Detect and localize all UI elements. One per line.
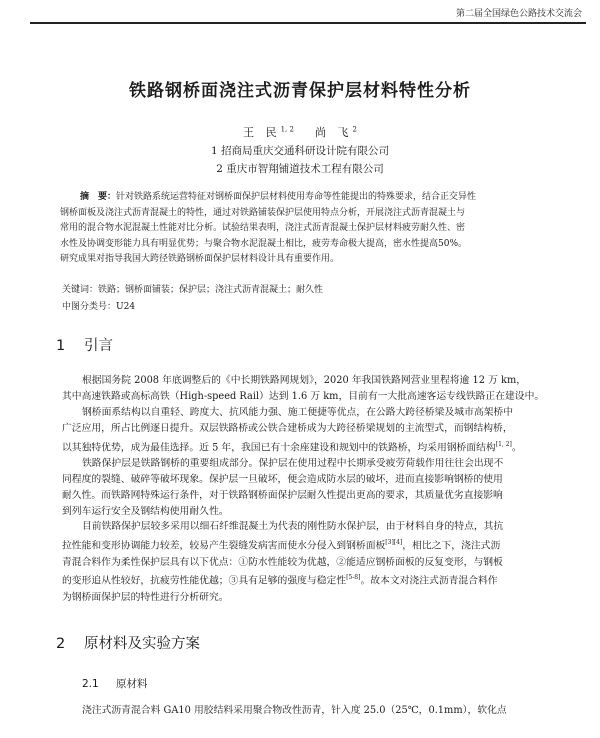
paragraph bbox=[62, 519, 546, 605]
section-heading bbox=[56, 334, 113, 355]
section-title: 引言 bbox=[84, 338, 113, 354]
text-line bbox=[62, 437, 546, 456]
running-head: 第二届全国绿色公路技术交流会 bbox=[455, 9, 582, 19]
abstract-line: 常用的混合物水泥混凝土性能对比分析。试验结果表明，浇注式沥青混凝土保护层材料疲劳耐久性、密 bbox=[60, 223, 466, 234]
text-line: 目前铁路保护层较多采用以细石纤维混凝土为代表的刚性防水保护层，由于材料自身的特点，其抗 bbox=[82, 521, 504, 533]
classification-number bbox=[62, 299, 135, 312]
affiliation: 1 招商局重庆交通科研设计院有限公司 bbox=[210, 145, 390, 157]
section-number: 1 bbox=[56, 338, 66, 354]
citation: [3][4] bbox=[385, 539, 403, 547]
text-line: 浇注式沥青混合料 GA10 用胶结料采用聚合物改性沥青，针入度 25.0（25℃，0.1mm），软化点 bbox=[82, 705, 507, 716]
author-name: 王 民 bbox=[243, 126, 281, 139]
text-line: 同程度的裂缝、破碎等破坏现象。保护层一旦破坏，便会造成防水层的破坏，进而直接影响钢桥的使用 bbox=[62, 473, 503, 485]
citation: [1, 2] bbox=[495, 440, 512, 448]
subsection-title: 原材料 bbox=[116, 678, 148, 690]
text-segment: 。 bbox=[511, 441, 522, 453]
author-affiliation-mark: 1, 2 bbox=[280, 125, 294, 134]
text-segment: 的变形追从性较好，抗疲劳性能优越；③具有足够的强度与稳定性 bbox=[62, 575, 347, 587]
body-text bbox=[62, 373, 546, 605]
text-segment: 拉性能和变形协调能力较差，较易产生裂缝发病害而使水分侵入到钢桥面板 bbox=[62, 540, 386, 552]
text-line: 广泛应用，所占比例逐日提升。双层铁路桥或公铁合建桥成为大跨径桥梁规划的主流型式，而钢结构桥， bbox=[62, 422, 513, 434]
affiliation: 2 重庆市智翔铺道技术工程有限公司 bbox=[216, 163, 384, 175]
keywords-label: 关键词： bbox=[62, 285, 99, 295]
author-affiliation-mark: 2 bbox=[352, 125, 357, 134]
abstract-line bbox=[60, 190, 550, 206]
author-name: 尚 飞 bbox=[314, 126, 353, 139]
paragraph bbox=[62, 373, 546, 405]
keywords bbox=[62, 282, 552, 295]
section-heading bbox=[56, 632, 200, 653]
paragraph bbox=[62, 405, 546, 456]
text-segment: 。故本文对浇注式沥青混合料作 bbox=[360, 575, 498, 587]
clc-label: 中图分类号： bbox=[62, 302, 117, 312]
text-line: 根据国务院 2008 年底调整后的《中长期铁路网规划》，2020 年我国铁路网营业里程将逾 12 万 km， bbox=[82, 375, 527, 386]
subsection-number: 2.1 bbox=[82, 678, 99, 690]
abstract-text: 针对铁路系统运营特征对钢桥面保护层材料使用寿命等性能提出的特殊要求，结合正交异性 bbox=[116, 192, 477, 202]
text-segment: 以其独特优势，成为最佳选择。近 5 年，我国已有十余座建设和规划中的铁路桥，均采用钢桥面结构 bbox=[62, 441, 496, 453]
text-line: 其中高速铁路或高标高铁（High-speed Rail）达到 1.6 万 km，目前有一大批高速客运专线铁路正在建设中。 bbox=[62, 390, 545, 402]
text-line: 为钢桥面保护层的特性进行分析研究。 bbox=[62, 591, 229, 603]
citation: [5-8] bbox=[346, 574, 361, 582]
text-line: 到列车运行安全及钢结构使用耐久性。 bbox=[62, 505, 229, 517]
header-rule bbox=[30, 22, 586, 24]
text-line: 钢桥面系结构以自重轻、跨度大、抗风能力强、施工便捷等优点，在公路大跨径桥梁及城市高架桥中 bbox=[82, 406, 514, 418]
paragraph bbox=[62, 456, 546, 520]
text-segment: ，相比之下，浇注式沥 bbox=[402, 540, 501, 552]
paper-title: 铁路钢桥面浇注式沥青保护层材料特性分析 bbox=[129, 81, 471, 101]
abstract-line: 研究成果对指导我国大跨径铁路钢桥面保护层材料设计具有重要作用。 bbox=[60, 254, 340, 265]
abstract bbox=[60, 190, 550, 268]
section-title: 原材料及实验方案 bbox=[84, 636, 200, 652]
subsection-heading bbox=[82, 676, 148, 691]
text-line: 青混合料作为柔性保护层具有以下优点：①防水性能较为优越，②能适应钢桥面板的反复变形，与钢板 bbox=[62, 556, 503, 568]
section-number: 2 bbox=[56, 636, 66, 652]
text-line: 铁路保护层是铁路钢桥的重要组成部分。保护层在使用过程中长期承受疲劳荷载作用往往会出现不 bbox=[82, 457, 504, 469]
text-line bbox=[62, 535, 546, 554]
abstract-line: 钢桥面板及浇注式沥青混凝土的特性，通过对铁路铺装保护层使用特点分析，开展浇注式沥青混凝土与 bbox=[60, 207, 466, 218]
clc-value: U24 bbox=[116, 302, 136, 312]
text-line: 耐久性。而铁路网特殊运行条件，对于铁路钢桥面保护层耐久性提出更高的要求，其质量优劣直接影响 bbox=[62, 489, 503, 501]
keywords-text: 铁路；钢桥面铺装；保护层；浇注式沥青混凝土；耐久性 bbox=[98, 285, 324, 295]
abstract-line: 水性及协调变形能力具有明显优势；与聚合物水泥混凝土相比，疲劳寿命极大提高，密水性提高50%。 bbox=[60, 238, 468, 249]
abstract-label: 摘 要： bbox=[80, 192, 117, 202]
author-line bbox=[0, 124, 600, 140]
text-line bbox=[62, 570, 546, 589]
